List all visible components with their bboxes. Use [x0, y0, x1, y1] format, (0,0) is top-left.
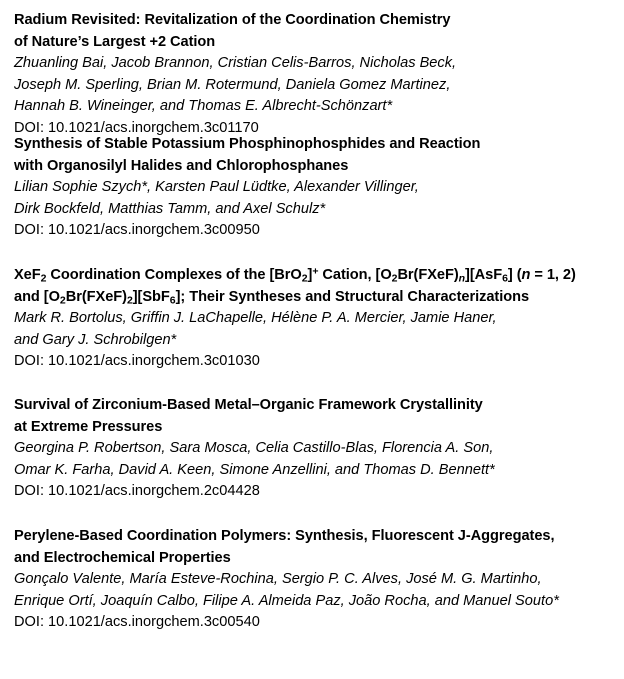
title-line — [14, 265, 614, 287]
author-line: Hannah B. Wineinger, and Thomas E. Albrecht-Schönzart* — [14, 98, 393, 114]
title-fragment: and [O — [14, 288, 60, 305]
article-entry — [14, 395, 614, 526]
article-doi[interactable]: DOI: 10.1021/acs.inorgchem.2c04428 — [14, 483, 260, 499]
article-title — [14, 265, 614, 308]
title-fragment: ] — [307, 267, 313, 283]
article-entry — [14, 134, 614, 265]
title-line: with Organosilyl Halides and Chlorophosphanes — [14, 157, 349, 174]
title-fragment: Br(FXeF) — [65, 288, 127, 305]
article-title — [14, 10, 614, 53]
title-fragment: Coordination Complexes of the [BrO — [46, 267, 302, 283]
article-title — [14, 395, 614, 438]
author-line: Zhuanling Bai, Jacob Brannon, Cristian Celis-Barros, Nicholas Beck, — [14, 55, 457, 71]
title-fragment: ][AsF — [465, 267, 503, 283]
title-line — [14, 287, 614, 309]
subscript: 6 — [502, 272, 508, 285]
article-authors — [14, 177, 614, 220]
author-line: Omar K. Farha, David A. Keen, Simone Anzellini, and Thomas D. Bennett* — [14, 461, 495, 478]
article-title — [14, 134, 614, 177]
title-fragment: Cation, [O — [318, 267, 392, 283]
subscript: 2 — [59, 293, 66, 306]
title-line: Radium Revisited: Revitalization of the Coordination Chemistry — [14, 12, 451, 28]
subscript: n — [458, 272, 466, 285]
title-fragment: ]; Their Syntheses and Structural Characterizations — [175, 288, 530, 305]
article-doi[interactable]: DOI: 10.1021/acs.inorgchem.3c00540 — [14, 614, 260, 630]
title-line: Perylene-Based Coordination Polymers: Synthesis, Fluorescent J-Aggregates, — [14, 528, 555, 544]
article-title — [14, 526, 614, 569]
article-list — [14, 10, 614, 650]
title-line: Survival of Zirconium-Based Metal–Organic Framework Crystallinity — [14, 397, 483, 413]
article-entry — [14, 10, 614, 134]
author-line: Enrique Ortí, Joaquín Calbo, Filipe A. Almeida Paz, João Rocha, and Manuel Souto* — [14, 592, 559, 609]
author-line: Gonçalo Valente, María Esteve-Rochina, Sergio P. C. Alves, José M. G. Martinho, — [14, 571, 542, 587]
subscript: 2 — [126, 293, 133, 306]
author-line: Mark R. Bortolus, Griffin J. LaChapelle, Hélène P. A. Mercier, Jamie Haner, — [14, 310, 497, 326]
article-doi[interactable]: DOI: 10.1021/acs.inorgchem.3c01030 — [14, 353, 260, 369]
title-line: Synthesis of Stable Potassium Phosphinophosphides and Reaction — [14, 136, 481, 152]
title-fragment: = 1, 2) — [530, 267, 576, 283]
article-entry — [14, 526, 614, 650]
subscript: 2 — [40, 272, 47, 285]
article-entry — [14, 265, 614, 395]
superscript: + — [312, 265, 319, 278]
article-doi[interactable]: DOI: 10.1021/acs.inorgchem.3c01170 — [14, 119, 259, 136]
title-fragment: ] ( — [507, 267, 522, 283]
article-authors — [14, 569, 614, 612]
article-authors — [14, 53, 614, 118]
subscript: 2 — [391, 272, 398, 285]
title-fragment: XeF — [14, 267, 41, 283]
title-line: at Extreme Pressures — [14, 418, 163, 435]
author-line: Joseph M. Sperling, Brian M. Rotermund, Daniela Gomez Martinez, — [14, 76, 451, 93]
author-line: and Gary J. Schrobilgen* — [14, 331, 177, 348]
title-fragment: ][SbF — [132, 288, 170, 305]
article-authors — [14, 308, 614, 351]
article-authors — [14, 438, 614, 481]
subscript: 6 — [169, 293, 176, 306]
author-line: Lilian Sophie Szych*, Karsten Paul Lüdtke, Alexander Villinger, — [14, 179, 419, 195]
subscript: 2 — [301, 272, 308, 285]
title-fragment: n — [521, 267, 531, 283]
article-doi[interactable]: DOI: 10.1021/acs.inorgchem.3c00950 — [14, 222, 260, 238]
title-line: of Nature’s Largest +2 Cation — [14, 33, 216, 50]
author-line: Georgina P. Robertson, Sara Mosca, Celia Castillo-Blas, Florencia A. Son, — [14, 440, 494, 456]
title-fragment: Br(FXeF) — [397, 267, 459, 283]
author-line: Dirk Bockfeld, Matthias Tamm, and Axel Schulz* — [14, 200, 326, 217]
title-line: and Electrochemical Properties — [14, 549, 231, 566]
